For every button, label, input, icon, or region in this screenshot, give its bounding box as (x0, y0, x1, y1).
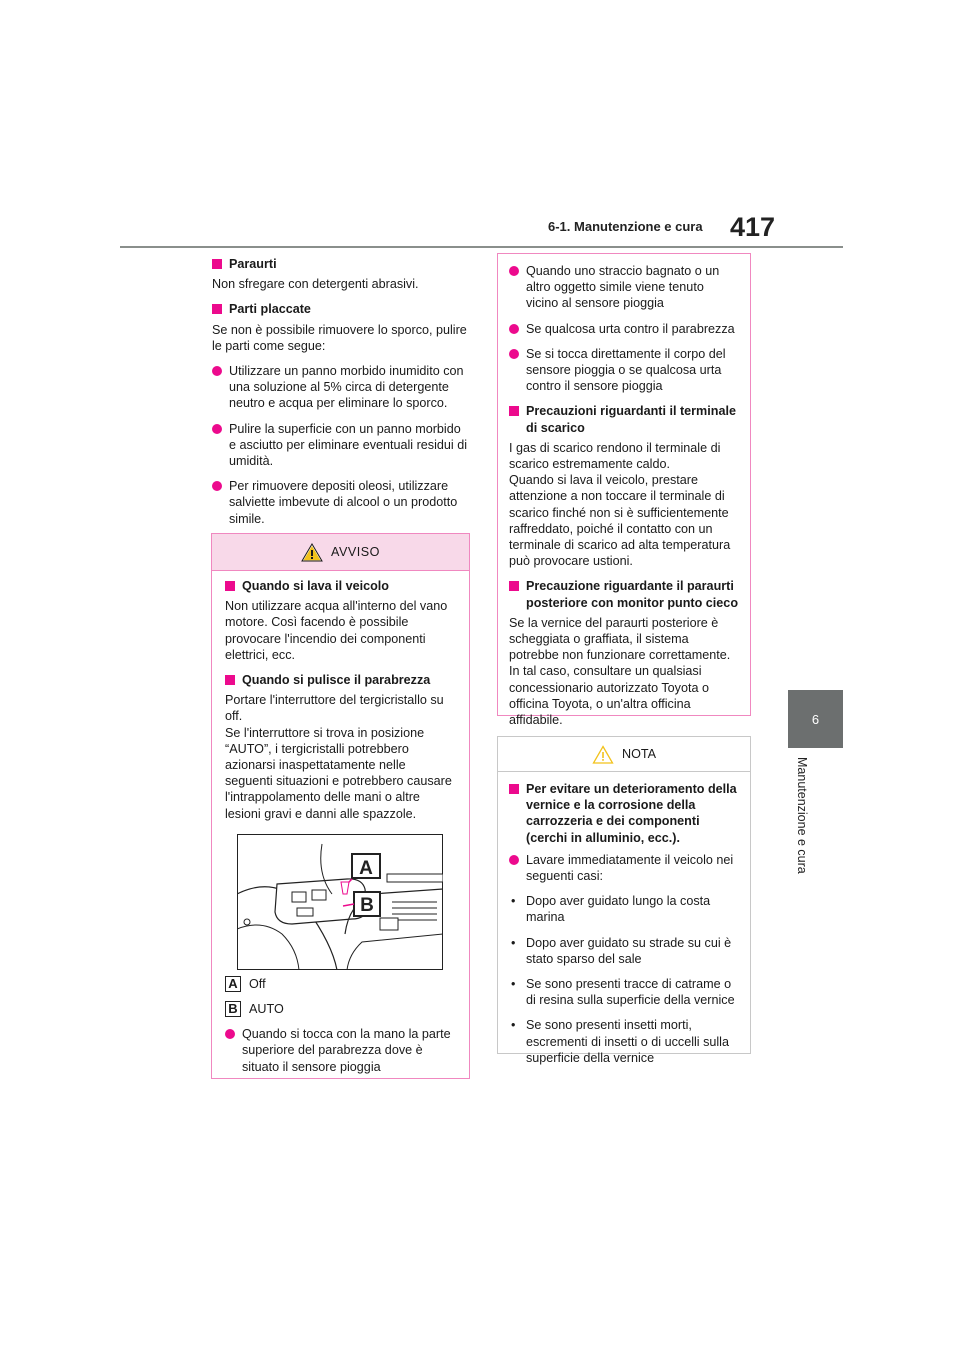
heading-paraurti: Paraurti (212, 256, 470, 272)
list-item: • Dopo aver guidato lungo la costa marina (511, 894, 711, 925)
page-number: 417 (730, 212, 776, 242)
circle-bullet-icon (225, 1029, 235, 1039)
list-item: Lavare immediatamente il veicolo nei seguenti casi: (509, 852, 739, 884)
header-divider (120, 246, 843, 248)
wiper-switch-illustration (237, 834, 443, 970)
note-title: NOTA (621, 746, 657, 761)
list-item: • Dopo aver guidato su strade su cui è stato sparso del sale (511, 935, 732, 966)
circle-bullet-icon (509, 349, 519, 359)
square-bullet-icon (509, 784, 519, 794)
heading-pulisce: Quando si pulisce il parabrezza (225, 672, 456, 688)
callout-a-label: A (359, 857, 373, 879)
warning-triangle-icon (301, 543, 323, 562)
legend-a-box: A (225, 976, 241, 992)
square-bullet-icon (212, 304, 222, 314)
circle-bullet-icon (212, 366, 222, 376)
warning-box (211, 533, 470, 1079)
warning-box-continued (497, 253, 751, 728)
paragraph: I gas di scarico rendono il terminale di scarico estremamente caldo. (509, 440, 721, 472)
list-item: • Se sono presenti insetti morti, escrementi di insetti o di uccelli sulla superficie della vernice (511, 1018, 729, 1065)
list-item: Pulire la superficie con un panno morbido e asciutto per eliminare eventuali residui di umidità. (212, 421, 470, 470)
legend-b: B AUTO (225, 1001, 456, 1017)
list-item: Utilizzare un panno morbido inumidito con una soluzione al 5% circa di detergente neutro e acqua per eliminare lo sporco. (212, 363, 470, 412)
heading-lava: Quando si lava il veicolo (225, 578, 456, 594)
list-item: Per rimuovere depositi oleosi, utilizzare salviette imbevute di alcool o un prodotto simile. (212, 478, 470, 527)
circle-bullet-icon (212, 481, 222, 491)
paragraph: Non sfregare con detergenti abrasivi. (212, 277, 419, 292)
heading-nota: Per evitare un deterioramento della vernice e la corrosione della carrozzeria e dei componenti (cerchi in alluminio, ecc.). (509, 781, 739, 846)
left-column (212, 256, 470, 536)
paragraph: Portare l'interruttore del tergicristallo su off. (225, 693, 444, 724)
square-bullet-icon (225, 675, 235, 685)
paragraph: Se non è possibile rimuovere lo sporco, pulire le parti come segue: (212, 322, 467, 353)
list-item: Se qualcosa urta contro il parabrezza (509, 321, 739, 337)
list-item: • Se sono presenti tracce di catrame o di resina sulla superficie della vernice (511, 977, 735, 1008)
warning-header (212, 534, 469, 571)
section-title: 6-1. Manutenzione e cura (548, 219, 703, 234)
list-item: Quando si tocca con la mano la parte superiore del parabrezza dove è situato il sensore pioggia (225, 1026, 456, 1075)
note-header (498, 737, 750, 772)
circle-bullet-icon (509, 266, 519, 276)
list-item: Quando uno straccio bagnato o un altro oggetto simile viene tenuto vicino al sensore pioggia (509, 263, 739, 312)
square-bullet-icon (212, 259, 222, 269)
heading-scarico: Precauzioni riguardanti il terminale di scarico (509, 403, 739, 435)
paragraph: Quando si lava il veicolo, prestare attenzione a non toccare il terminale di scarico finché non si è sufficientemente raffreddato, poiché il contatto con un terminale di scarico ad alta temperatura può provocare ustioni. (509, 473, 731, 569)
paragraph: Se la vernice del paraurti posteriore è scheggiata o graffiata, il sistema potrebbe non funzionare correttamente. In tal caso, consultare un qualsiasi concessionario autorizzato Toyota o officina Toyota, o un'altra officina affidabile. (509, 615, 731, 728)
heading-parti-placcate: Parti placcate (212, 301, 470, 317)
callout-b-label: B (360, 894, 374, 916)
chapter-tab-label: Manutenzione e cura (795, 757, 809, 874)
warning-title: AVVISO (331, 544, 380, 559)
square-bullet-icon (509, 581, 519, 591)
heading-paraurti-posteriore: Precauzione riguardante il paraurti posteriore con monitor punto cieco (509, 578, 739, 610)
circle-bullet-icon (509, 324, 519, 334)
paragraph: Non utilizzare acqua all'interno del vano motore. Così facendo è possibile provocare l'incendio dei componenti elettrici, ecc. (225, 599, 448, 662)
caution-triangle-icon (592, 745, 614, 764)
square-bullet-icon (509, 406, 519, 416)
paragraph: Se l'interruttore si trova in posizione “AUTO”, i tergicristalli potrebbero azionarsi inaspettatamente nelle seguenti situazioni e potrebbero causare l'intrappolamento delle mani o altre lesioni gravi e danni alle spazzole. (225, 725, 452, 821)
list-item: Se si tocca direttamente il corpo del sensore pioggia o se qualcosa urta contro il sensore pioggia (509, 346, 739, 395)
square-bullet-icon (225, 581, 235, 591)
circle-bullet-icon (212, 424, 222, 434)
circle-bullet-icon (509, 855, 519, 865)
note-box (497, 736, 751, 1065)
chapter-tab: 6 (788, 690, 843, 748)
legend-a: A Off (225, 976, 456, 992)
legend-b-box: B (225, 1001, 241, 1017)
